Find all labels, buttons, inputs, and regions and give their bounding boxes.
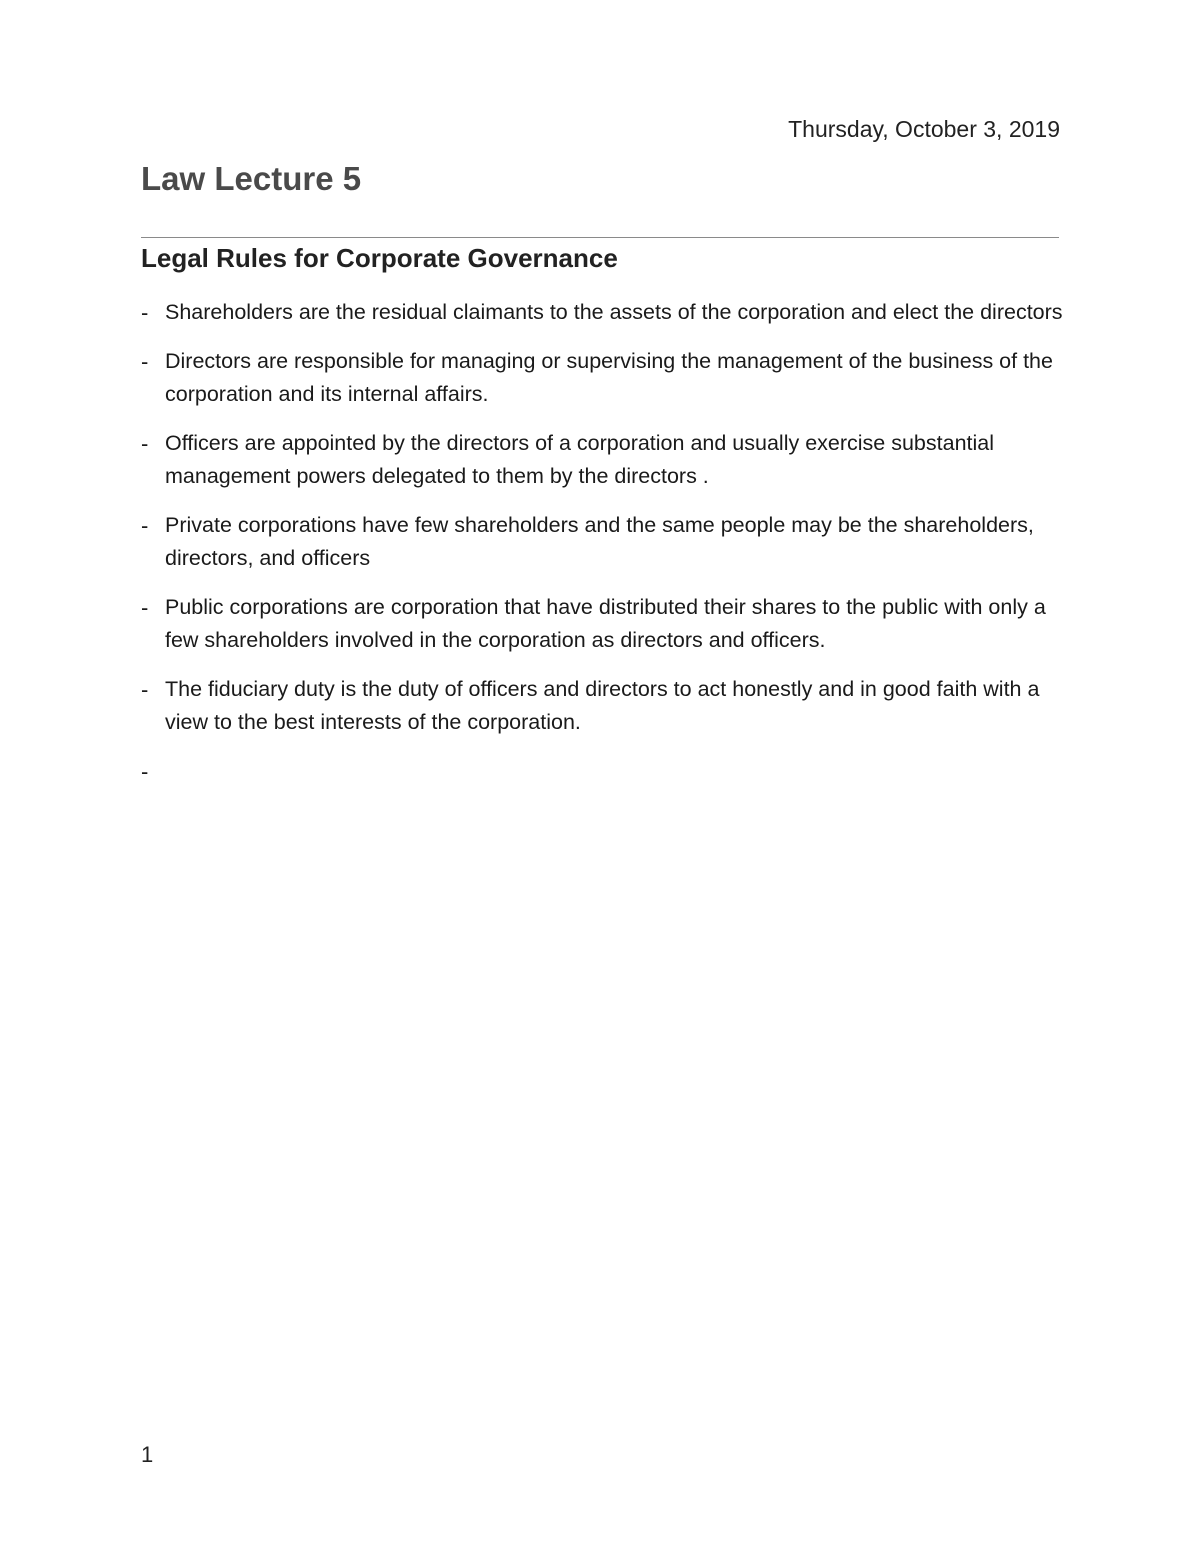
list-item-text: The fiduciary duty is the duty of officers and directors to act honestly and in good faith with a view to the best interests of the corporation. [165, 677, 1040, 734]
bullet-dash-icon: - [141, 431, 149, 456]
list-item-text [165, 755, 1071, 788]
list-item [141, 345, 1071, 411]
list-item-empty [141, 755, 1071, 788]
bullet-dash-icon: - [141, 677, 149, 702]
bullet-dash-icon: - [141, 759, 149, 784]
section-heading: Legal Rules for Corporate Governance [141, 243, 618, 273]
title-divider [141, 237, 1059, 238]
list-item-text: Shareholders are the residual claimants to the assets of the corporation and elect the directors [165, 300, 1063, 324]
list-item [141, 296, 1071, 329]
document-date: Thursday, October 3, 2019 [788, 116, 1060, 142]
list-item-text: Private corporations have few shareholders and the same people may be the shareholders, directors, and officers [165, 513, 1034, 570]
list-item [141, 673, 1071, 739]
list-item-text: Directors are responsible for managing or supervising the management of the business of the corporation and its internal affairs. [165, 349, 1053, 406]
list-item [141, 509, 1071, 575]
list-item-text: Public corporations are corporation that have distributed their shares to the public with only a few shareholders involved in the corporation as directors and officers. [165, 595, 1046, 652]
bullet-dash-icon: - [141, 595, 149, 620]
bullet-dash-icon: - [141, 300, 149, 325]
bullet-dash-icon: - [141, 349, 149, 374]
page-number: 1 [141, 1442, 154, 1467]
list-item [141, 427, 1071, 493]
list-item-text: Officers are appointed by the directors of a corporation and usually exercise substantial management powers delegated to them by the directors . [165, 431, 995, 488]
list-item [141, 591, 1071, 657]
bullet-list [141, 296, 1071, 804]
bullet-dash-icon: - [141, 513, 149, 538]
document-title: Law Lecture 5 [141, 160, 362, 197]
